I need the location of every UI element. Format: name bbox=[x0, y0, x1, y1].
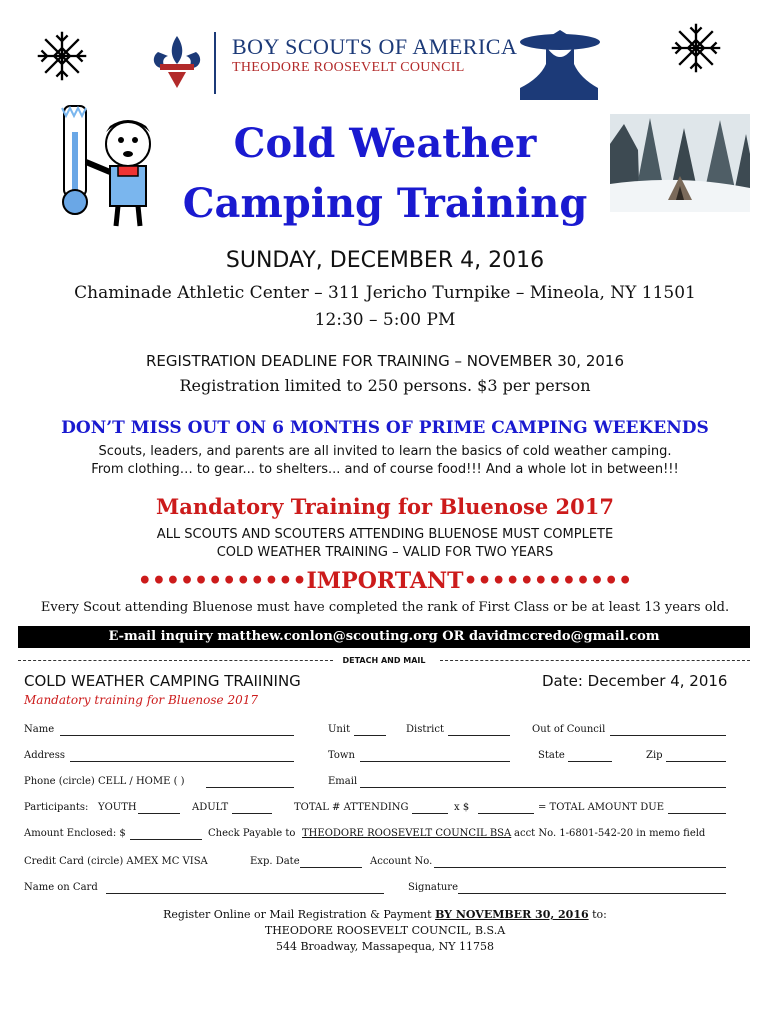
promo-headline: DON’T MISS OUT ON 6 MONTHS OF PRIME CAMPING WEEKENDS bbox=[61, 418, 709, 438]
adult-field[interactable] bbox=[232, 802, 272, 814]
zip-label: Zip bbox=[646, 750, 663, 761]
unit-field[interactable] bbox=[354, 724, 386, 736]
account-no-label: Account No. bbox=[370, 856, 433, 867]
check-payable-label: Check Payable to bbox=[208, 828, 296, 839]
form-subtitle: Mandatory training for Bluenose 2017 bbox=[24, 693, 258, 707]
out-of-council-label: Out of Council bbox=[532, 724, 606, 735]
district-field[interactable] bbox=[448, 724, 510, 736]
address-label: Address bbox=[24, 750, 65, 761]
acct-note: acct No. 1-6801-542-20 in memo field bbox=[514, 828, 706, 839]
logo-divider bbox=[214, 32, 216, 94]
exp-date-field[interactable] bbox=[300, 856, 362, 868]
unit-label: Unit bbox=[328, 724, 351, 735]
name-on-card-label: Name on Card bbox=[24, 882, 98, 893]
adult-label: ADULT bbox=[192, 802, 229, 813]
event-location: Chaminade Athletic Center – 311 Jericho Turnpike – Mineola, NY 11501 bbox=[74, 283, 696, 303]
org-name: BOY SCOUTS OF AMERICA bbox=[232, 34, 518, 59]
form-title: COLD WEATHER CAMPING TRAIINING bbox=[24, 672, 301, 690]
form-date: Date: December 4, 2016 bbox=[542, 672, 728, 690]
out-of-council-field[interactable] bbox=[610, 724, 726, 736]
mandatory-headline: Mandatory Training for Bluenose 2017 bbox=[156, 494, 614, 519]
exp-date-label: Exp. Date bbox=[250, 856, 300, 867]
amount-enclosed-label: Amount Enclosed: $ bbox=[24, 828, 126, 839]
participants-label: Participants: bbox=[24, 802, 89, 813]
total-amount-label: = TOTAL AMOUNT DUE bbox=[538, 802, 665, 813]
total-amount-field[interactable] bbox=[668, 802, 726, 814]
council-payee: THEODORE ROOSEVELT COUNCIL BSA bbox=[302, 828, 512, 839]
snowflake-right-icon bbox=[668, 20, 724, 76]
detach-line-right bbox=[440, 660, 750, 661]
multiply-label: x $ bbox=[454, 802, 470, 813]
email-label: Email bbox=[328, 776, 358, 787]
mandatory-line-1: ALL SCOUTS AND SCOUTERS ATTENDING BLUENOSE MUST COMPLETE bbox=[156, 527, 614, 542]
mail-to-council: THEODORE ROOSEVELT COUNCIL, B.S.A bbox=[264, 924, 506, 937]
signature-field[interactable] bbox=[458, 882, 726, 894]
account-no-field[interactable] bbox=[434, 856, 726, 868]
town-label: Town bbox=[328, 750, 355, 761]
snowflake-left-icon bbox=[34, 28, 90, 84]
mandatory-line-2: COLD WEATHER TRAINING – VALID FOR TWO YEARS bbox=[216, 545, 554, 560]
name-on-card-field[interactable] bbox=[106, 882, 384, 894]
state-field[interactable] bbox=[568, 750, 612, 762]
town-field[interactable] bbox=[360, 750, 510, 762]
register-suffix: to: bbox=[592, 908, 607, 921]
register-prefix: Register Online or Mail Registration & Payment bbox=[163, 908, 432, 921]
register-instructions bbox=[0, 908, 770, 921]
promo-line-2: From clothing… to gear... to shelters... and of course food!!! And a whole lot in between!!! bbox=[91, 462, 679, 477]
amount-enclosed-field[interactable] bbox=[130, 828, 202, 840]
title-line-2: Camping Training bbox=[182, 180, 588, 227]
phone-label: Phone (circle) CELL / HOME ( ) bbox=[24, 776, 185, 787]
address-field[interactable] bbox=[70, 750, 294, 762]
credit-card-label: Credit Card (circle) AMEX MC VISA bbox=[24, 856, 208, 867]
register-deadline: BY NOVEMBER 30, 2016 bbox=[435, 908, 589, 921]
title-line-1: Cold Weather bbox=[233, 120, 537, 167]
scout-silhouette-icon bbox=[510, 28, 608, 100]
name-label: Name bbox=[24, 724, 55, 735]
event-time: 12:30 – 5:00 PM bbox=[314, 310, 456, 330]
district-label: District bbox=[406, 724, 444, 735]
youth-field[interactable] bbox=[138, 802, 180, 814]
zip-field[interactable] bbox=[666, 750, 726, 762]
important-text: Every Scout attending Bluenose must have completed the rank of First Class or be at least 13 years old. bbox=[40, 600, 730, 615]
youth-label: YOUTH bbox=[98, 802, 137, 813]
email-inquiry-bar: E-mail inquiry matthew.conlon@scouting.org OR davidmccredo@gmail.com bbox=[18, 626, 750, 648]
promo-line-1: Scouts, leaders, and parents are all invited to learn the basics of cold weather camping. bbox=[98, 444, 672, 459]
registration-deadline: REGISTRATION DEADLINE FOR TRAINING – NOVEMBER 30, 2016 bbox=[145, 352, 625, 370]
mail-to-address: 544 Broadway, Massapequa, NY 11758 bbox=[275, 940, 495, 953]
email-field[interactable] bbox=[360, 776, 726, 788]
name-field[interactable] bbox=[60, 724, 294, 736]
signature-label: Signature bbox=[408, 882, 459, 893]
registration-limit: Registration limited to 250 persons. $3 per person bbox=[179, 376, 591, 395]
council-name: THEODORE ROOSEVELT COUNCIL bbox=[232, 60, 465, 75]
total-attending-field[interactable] bbox=[412, 802, 448, 814]
total-attending-label: TOTAL # ATTENDING bbox=[294, 802, 409, 813]
event-date: SUNDAY, DECEMBER 4, 2016 bbox=[225, 248, 545, 273]
fleur-de-lis-icon bbox=[146, 34, 208, 90]
state-label: State bbox=[538, 750, 565, 761]
important-headline: ••••••••••••IMPORTANT•••••••••••• bbox=[137, 568, 633, 594]
phone-field[interactable] bbox=[206, 776, 294, 788]
price-field[interactable] bbox=[478, 802, 534, 814]
detach-label: DETACH AND MAIL bbox=[342, 656, 426, 665]
